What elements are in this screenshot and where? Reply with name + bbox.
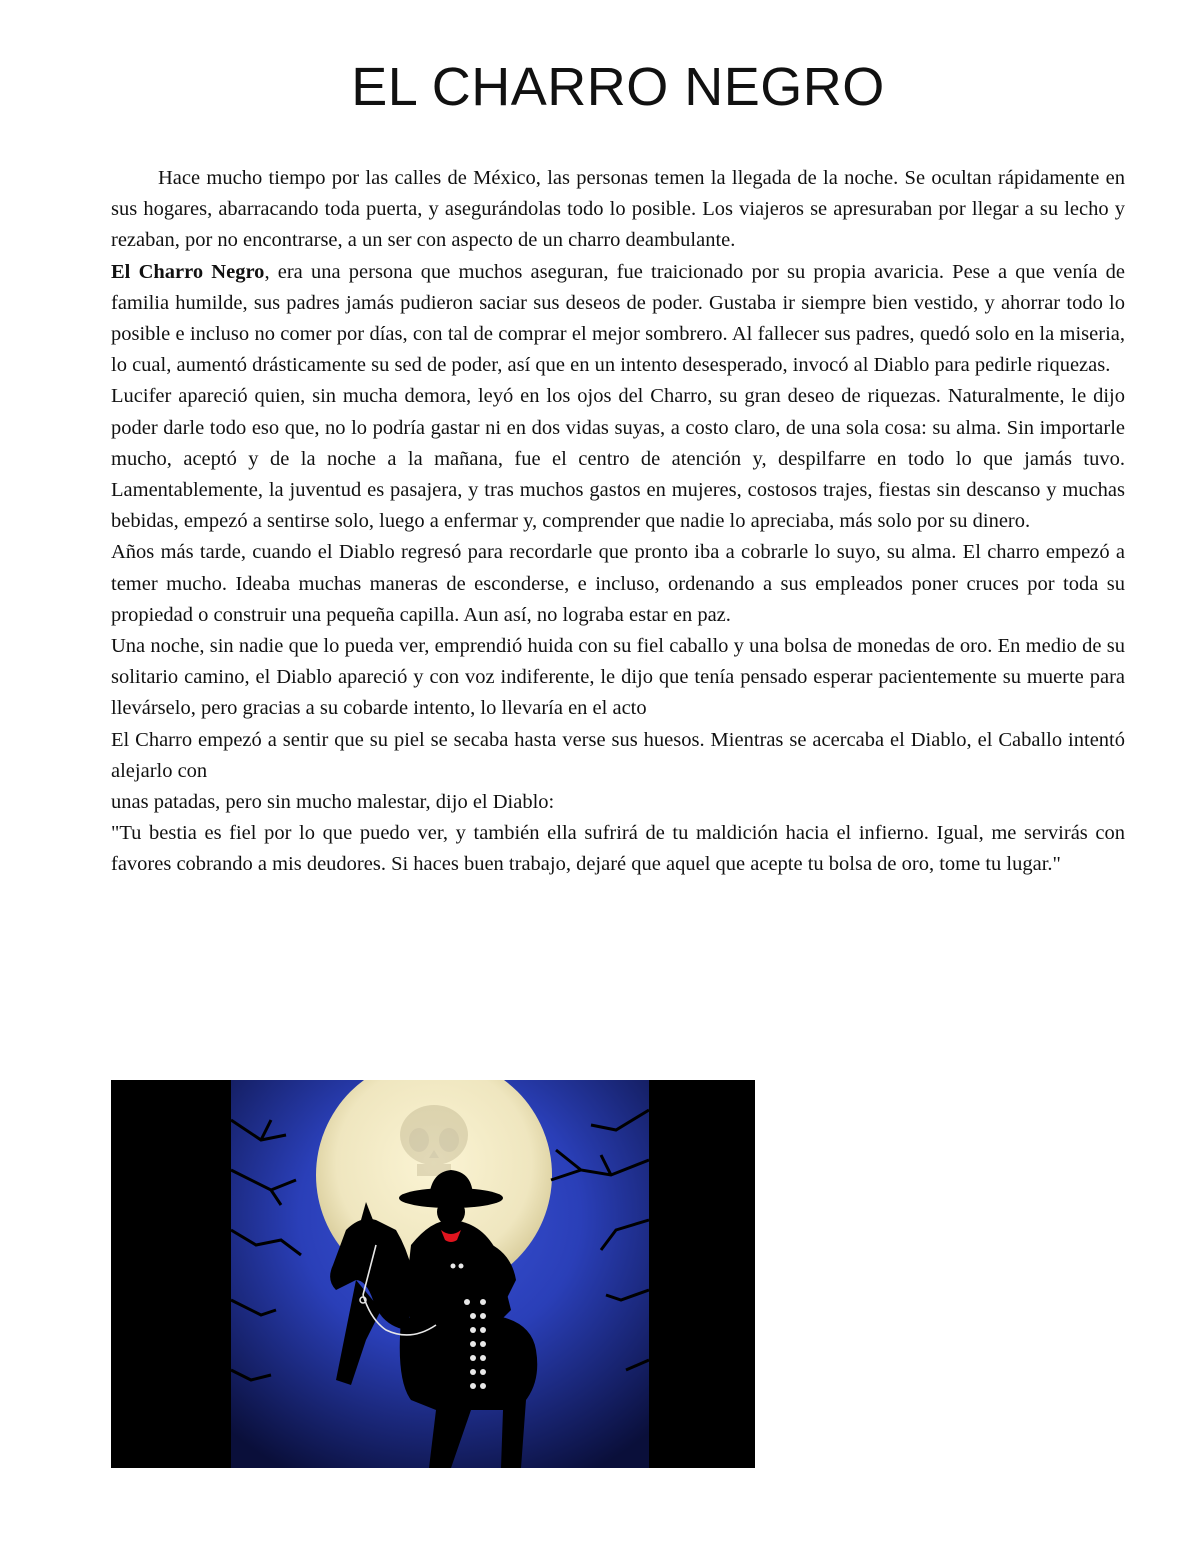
charro-negro-illustration [111,1080,755,1468]
paragraph-devil-quote: "Tu bestia es fiel por lo que puedo ver, y también ella sufrirá de tu maldición hacia el infierno. Igual, me servirás con favores cobrando a mis deudores. Si haces buen trabajo, dejaré que aquel que acepte tu bolsa de oro, tome tu lugar." [111,822,1125,876]
paragraph-transformation: El Charro empezó a sentir que su piel se secaba hasta verse sus huesos. Mientras se acercaba el Diablo, el Caballo intentó alejarlo con [111,728,1125,782]
paragraph-intro: Hace mucho tiempo por las calles de México, las personas temen la llegada de la noche. Se ocultan rápidamente en sus hogares, abarracando toda puerta, y asegurándolas todo lo posible. Los viajeros se apresuraban por llegar a su lecho y rezaban, por no encontrarse, a un ser con aspecto de un charro deambulante. [111,167,1125,252]
paragraph-escape: Una noche, sin nadie que lo pueda ver, emprendió huida con su fiel caballo y una bolsa de monedas de oro. En medio de su solitario camino, el Diablo apareció y con voz indiferente, le dijo que tenía pensado esperar pacientemente su muerte para llevárselo, pero gracias a su cobarde intento, lo llevaría en el acto [111,635,1125,720]
paragraph-kicks: unas patadas, pero sin mucho malestar, dijo el Diablo: [111,791,555,814]
paragraph-years-later: Años más tarde, cuando el Diablo regresó para recordarle que pronto iba a cobrarle lo suyo, su alma. El charro empezó a temer mucho. Ideaba muchas maneras de esconderse, e incluso, ordenando a sus empleados poner cruces por toda su propiedad o construir una pequeña capilla. Aun así, no lograba estar en paz. [111,541,1125,626]
paragraph-charro-origin [111,257,1125,382]
story-body [111,163,1125,881]
paragraph-charro-origin-text: , era una persona que muchos aseguran, fue traicionado por su propia avaricia. Pese a que venía de familia humilde, sus padres jamás pudieron saciar sus deseos de poder. Gustaba ir siempre bien vestido, y ahorrar todo lo posible e incluso no comer por días, con tal de comprar el mejor sombrero. Al fallecer sus padres, quedó solo en la miseria, lo cual, aumentó drásticamente su sed de poder, así que en un intento desesperado, invocó al Diablo para pedirle riquezas. [111,260,1125,377]
charro-name-bold: El Charro Negro [111,260,265,283]
paragraph-lucifer-deal: Lucifer apareció quien, sin mucha demora, leyó en los ojos del Charro, su gran deseo de riquezas. Naturalmente, le dijo poder darle todo eso que, no lo podría gastar ni en dos vidas suyas, a costo claro, de una sola cosa: su alma. Sin importarle mucho, aceptó y de la noche a la mañana, fue el centro de atención y, despilfarre en todo lo que jamás tuvo. Lamentablemente, la juventud es pasajera, y tras muchos gastos en mujeres, costosos trajes, fiestas sin descanso y muchas bebidas, empezó a sentirse solo, luego a enfermar y, comprender que nadie lo apreciaba, más solo por su dinero. [111,385,1125,533]
illustration-svg [111,1080,755,1468]
document-title: EL CHARRO NEGRO [351,57,885,117]
